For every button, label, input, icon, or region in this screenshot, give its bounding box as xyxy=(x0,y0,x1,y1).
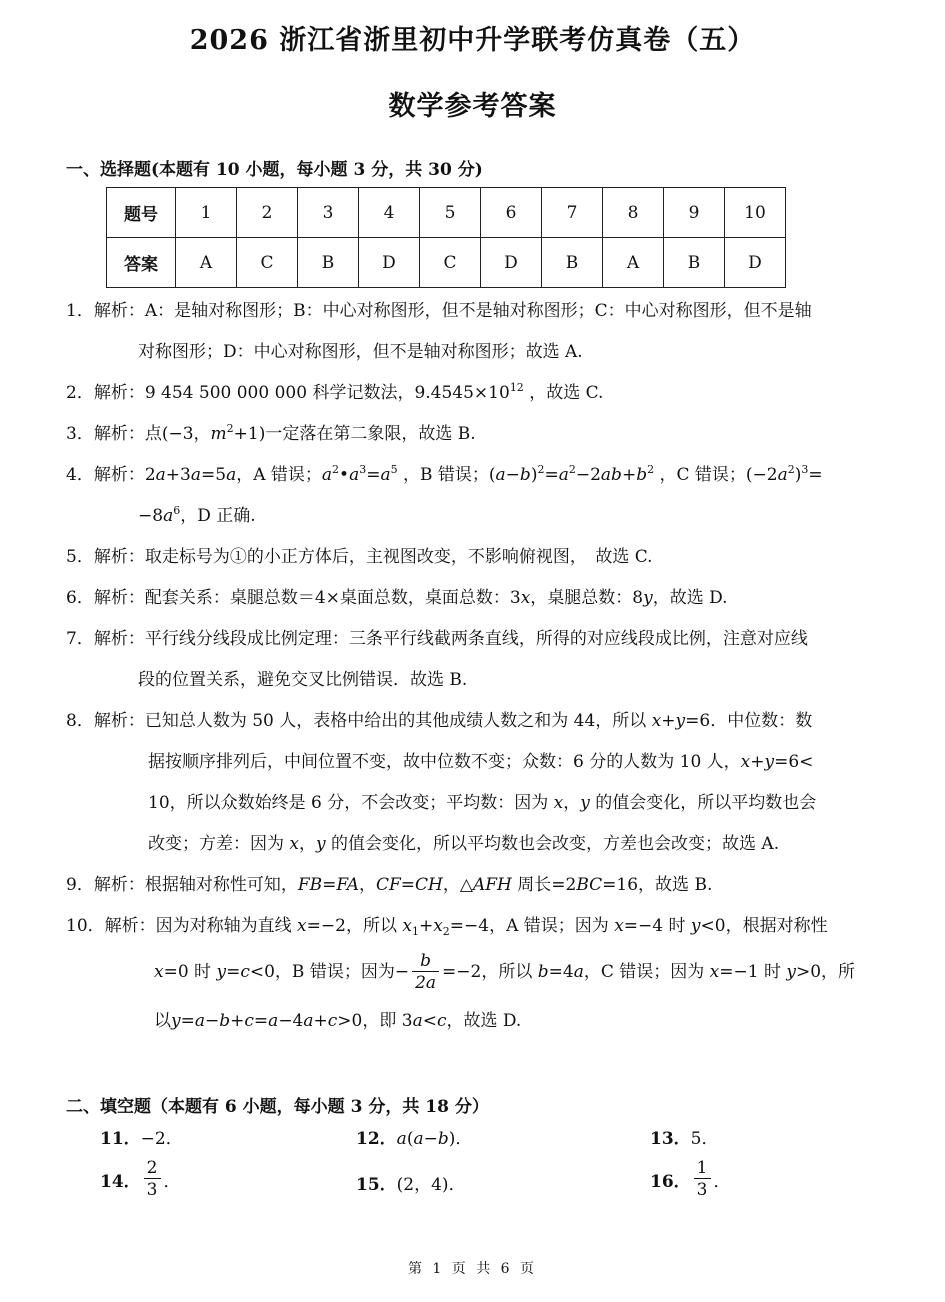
explanation-9: 9．解析：根据轴对称性可知，FB=FA，CF=CH，△AFH 周长=2BC=16，故选 B. xyxy=(66,875,713,895)
question-number: 5 xyxy=(420,188,481,238)
fill-answer-13: 13．5． xyxy=(650,1129,719,1149)
answer-cell: D xyxy=(481,238,542,288)
page-footer: 第 1 页 共 6 页 xyxy=(407,1261,538,1277)
answer-cell: A xyxy=(603,238,664,288)
explanation-8-line-4: 改变；方差：因为 x，y 的值会变化，所以平均数也会改变，方差也会改变；故选 A. xyxy=(148,834,780,854)
explanation-10-line-2: x=0 时 y=c<0，B 错误；因为− $\frac{b}{2a}$ =−2，所以 b=4a，C 错误；因为 x=−1 时 y>0，所 xyxy=(154,951,856,993)
answer-cell: B xyxy=(298,238,359,288)
explanation-8-line-2: 据按顺序排列后，中间位置不变，故中位数不变；众数：6 分的人数为 10 人，x+y=6< xyxy=(148,752,814,772)
question-number: 10 xyxy=(725,188,786,238)
fraction-b-over-2a: $\frac{b}{2a}$ xyxy=(412,951,439,994)
question-number: 3 xyxy=(298,188,359,238)
answer-table-number-row xyxy=(107,188,786,238)
question-number: 2 xyxy=(237,188,298,238)
page-subtitle: 数学参考答案 xyxy=(388,91,557,122)
explanation-4-line-2: $-8a^6$，D 正确. xyxy=(138,504,256,526)
question-number: 1 xyxy=(176,188,237,238)
explanation-7-line-1: 7．解析：平行线分线段成比例定理：三条平行线截两条直线，所得的对应线段成比例，注意对应线 xyxy=(66,629,808,649)
page-title: 2026 浙江省浙里初中升学联考仿真卷（五） xyxy=(189,25,756,56)
explanation-6: 6．解析：配套关系：桌腿总数＝4×桌面总数，桌面总数：3x，桌腿总数：8y，故选 D. xyxy=(66,588,728,608)
answer-cell: B xyxy=(542,238,603,288)
answer-table xyxy=(106,187,786,288)
answer-cell: D xyxy=(725,238,786,288)
question-number: 8 xyxy=(603,188,664,238)
explanation-3: 3．解析：点(−3，$m^2+1$)一定落在第二象限，故选 B. xyxy=(66,422,476,444)
question-number: 9 xyxy=(664,188,725,238)
section-heading-fill: 二、填空题（本题有 6 小题，每小题 3 分，共 18 分） xyxy=(66,1097,489,1117)
fill-answer-12: 12．a(a−b)． xyxy=(356,1129,473,1149)
fill-answer-15: 15．(2，4)． xyxy=(356,1175,466,1195)
answer-cell: B xyxy=(664,238,725,288)
section-heading-choice: 一、选择题(本题有 10 小题，每小题 3 分，共 30 分) xyxy=(66,160,483,180)
answer-cell: D xyxy=(359,238,420,288)
question-number: 6 xyxy=(481,188,542,238)
explanation-8-line-3: 10，所以众数始终是 6 分，不会改变；平均数：因为 x，y 的值会变化，所以平均数也会 xyxy=(148,793,817,813)
fill-answer-11: 11．−2． xyxy=(100,1129,183,1149)
answer-table-answer-row xyxy=(107,238,786,288)
explanation-2: 2．解析：9 454 500 000 000 科学记数法，$9.4545\times 10^{12}$ ，故选 C. xyxy=(66,381,604,403)
answer-cell: C xyxy=(237,238,298,288)
explanation-10-line-3: 以y=a−b+c=a−4a+c>0，即 3a<c，故选 D. xyxy=(154,1011,522,1031)
explanation-8-line-1: 8．解析：已知总人数为 50 人，表格中给出的其他成绩人数之和为 44，所以 x+y=6．中位数：数 xyxy=(66,711,813,731)
explanation-7-line-2: 段的位置关系，避免交叉比例错误．故选 B. xyxy=(138,670,468,690)
explanation-4-line-1: 4．解析：2a+3a=5a，A 错误；$a^2•a^3=a^5$ ，B 错误；$(a-b)^2=a^2-2ab+b^2$ ，C 错误；$(-2a^2)^3=$ xyxy=(66,463,823,485)
explanation-10-line-1: 10．解析：因为对称轴为直线 x=−2，所以 $x_1+x_2=-4$，A 错误；因为 x=−4 时 y<0，根据对称性 xyxy=(66,916,828,938)
explanation-5: 5．解析：取走标号为①的小正方体后，主视图改变，不影响俯视图， 故选 C. xyxy=(66,547,653,567)
row-label-number: 题号 xyxy=(107,188,176,238)
fill-answer-14: 14． $\frac{2}{3}$ ． xyxy=(100,1158,181,1200)
fill-answer-16: 16． $\frac{1}{3}$ ． xyxy=(650,1158,731,1200)
row-label-answer: 答案 xyxy=(107,238,176,288)
question-number: 7 xyxy=(542,188,603,238)
explanation-1-line-1: 1．解析：A：是轴对称图形；B：中心对称图形，但不是轴对称图形；C：中心对称图形，但不是轴 xyxy=(66,301,812,321)
answer-cell: A xyxy=(176,238,237,288)
answer-cell: C xyxy=(420,238,481,288)
explanation-1-line-2: 对称图形；D：中心对称图形，但不是轴对称图形；故选 A. xyxy=(138,342,583,362)
question-number: 4 xyxy=(359,188,420,238)
